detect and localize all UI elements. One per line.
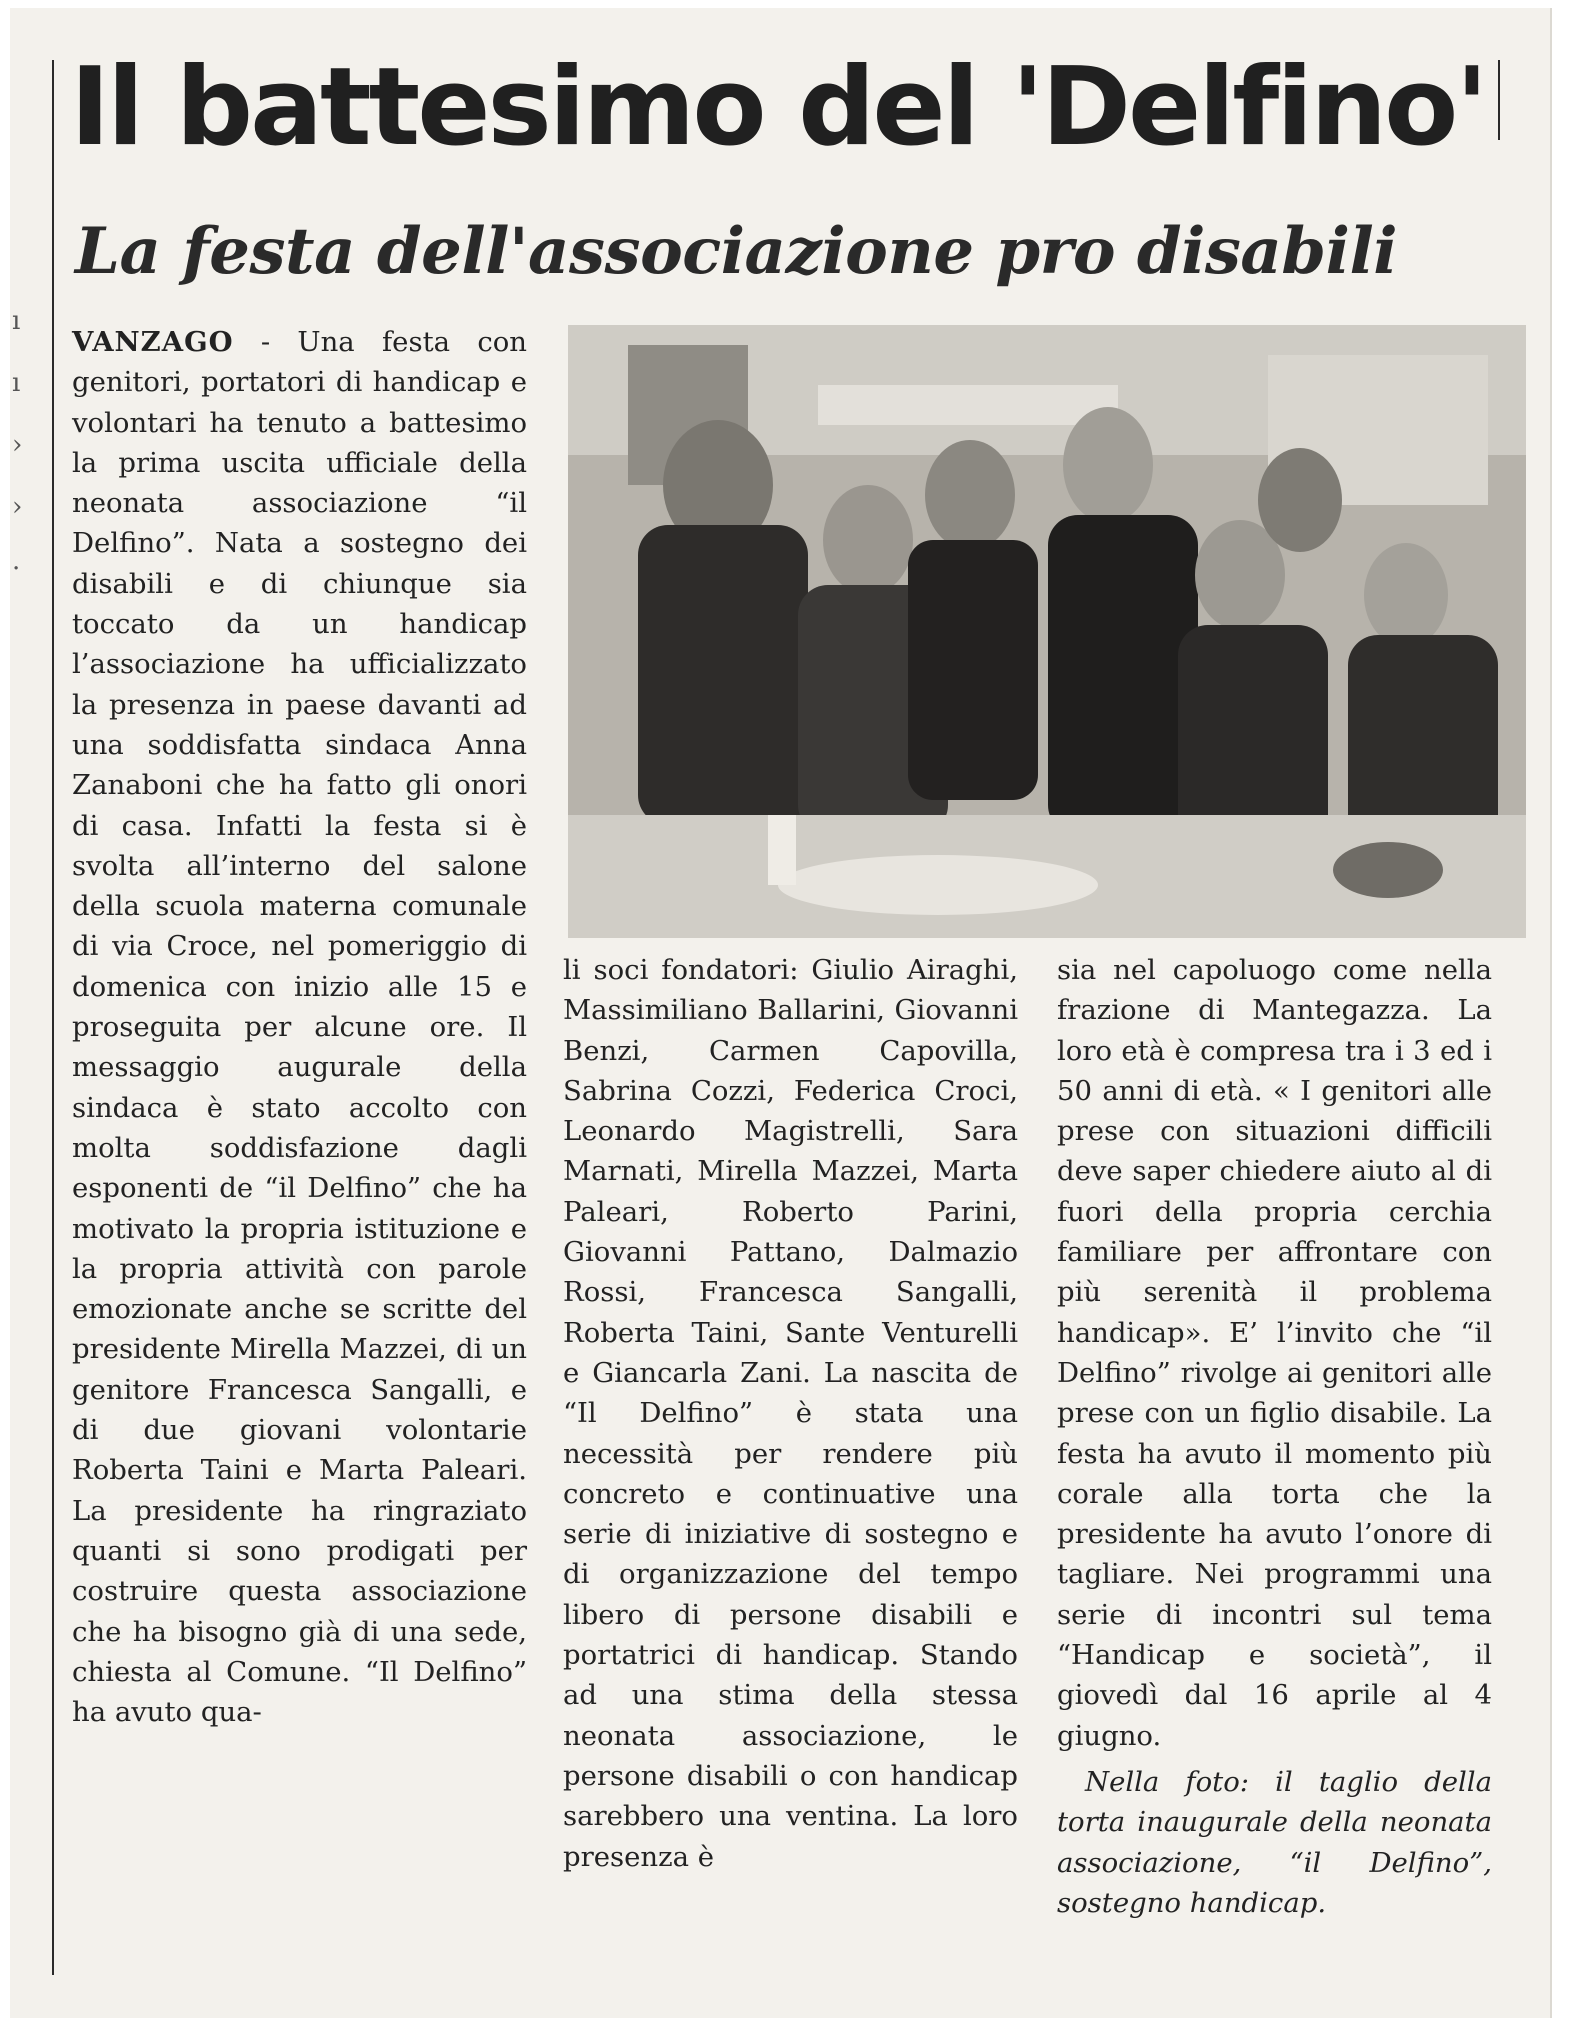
column-rule-right	[1498, 60, 1500, 140]
dateline: VANZAGO	[72, 326, 234, 358]
article-body-part-1: - Una festa con genitori, portatori di handicap e volontari ha tenuto a battesimo la prima uscita ufficiale della neonata associazione “il Delfino”. Nata a sostegno dei disabili e di chiunque sia toccato da un handicap l’associazione ha ufficializzato la presenza in paese davanti ad una soddisfatta sindaca Anna Zanaboni che ha fatto gli onori di casa. Infatti la festa si è svolta all’interno del salone della scuola materna comunale di via Croce, nel pomeriggio di domenica con inizio alle 15 e proseguita per alcune ore. Il messaggio augurale della sindaca è stato accolto con molta soddisfazione dagli esponenti de “il Delfino” che ha motivato la propria istituzione e la propria attività con parole emozionate anche se scritte del presidente Mirella Mazzei, di un genitore Francesca Sangalli, e di due giovani volontarie Roberta Taini e Marta Paleari. La presidente ha ringraziato quanti si sono prodigati per costruire questa associazione che ha bisogno già di una sede, chiesta al Comune. “Il Delfino” ha avuto qua-	[72, 326, 527, 1729]
article-column-2	[563, 950, 1018, 1877]
article-photo	[568, 325, 1526, 938]
headline: Il battesimo del 'Delfino'	[70, 45, 1486, 170]
subheadline: La festa dell'associazione pro disabili	[75, 214, 1398, 289]
article-column-3	[1057, 950, 1492, 1923]
adjacent-column-fragment: ı ı › › ·	[12, 306, 23, 584]
article-column-1	[72, 322, 527, 1732]
article-body-part-2: li soci fondatori: Giulio Airaghi, Massimiliano Ballarini, Giovanni Benzi, Carmen Capovilla, Sabrina Cozzi, Federica Croci, Leonardo Magistrelli, Sara Marnati, Mirella Mazzei, Marta Paleari, Roberto Parini, Giovanni Pattano, Dalmazio Rossi, Francesca Sangalli, Roberta Taini, Sante Venturelli e Giancarla Zani. La nascita de “Il Delfino” è stata una necessità per rendere più concreto e continuative una serie di iniziative di sostegno e di organizzazione del tempo libero di persone disabili e portatrici di handicap. Stando ad una stima della stessa neonata associazione, le persone disabili o con handicap sarebbero una ventina. La loro presenza è	[563, 954, 1018, 1873]
article-body-part-3: sia nel capoluogo come nella frazione di Mantegazza. La loro età è compresa tra i 3 ed i 50 anni di età. « I genitori alle prese con situazioni difficili deve saper chiedere aiuto al di fuori della propria cerchia familiare per affrontare con più serenità il problema handicap». E’ l’invito che “il Delfino” rivolge ai genitori alle prese con un figlio disabile. La festa ha avuto il momento più corale alla torta che la presidente ha avuto l’onore di tagliare. Nei programmi una serie di incontri sul tema “Handicap e società”, il giovedì dal 16 aprile al 4 giugno.	[1057, 954, 1492, 1752]
column-rule-left	[52, 60, 54, 1975]
photo-illustration	[568, 325, 1526, 938]
photo-caption: Nella foto: il taglio della torta inaugurale della neonata associazione, “il Delfino”, sostegno handicap.	[1057, 1765, 1492, 1919]
